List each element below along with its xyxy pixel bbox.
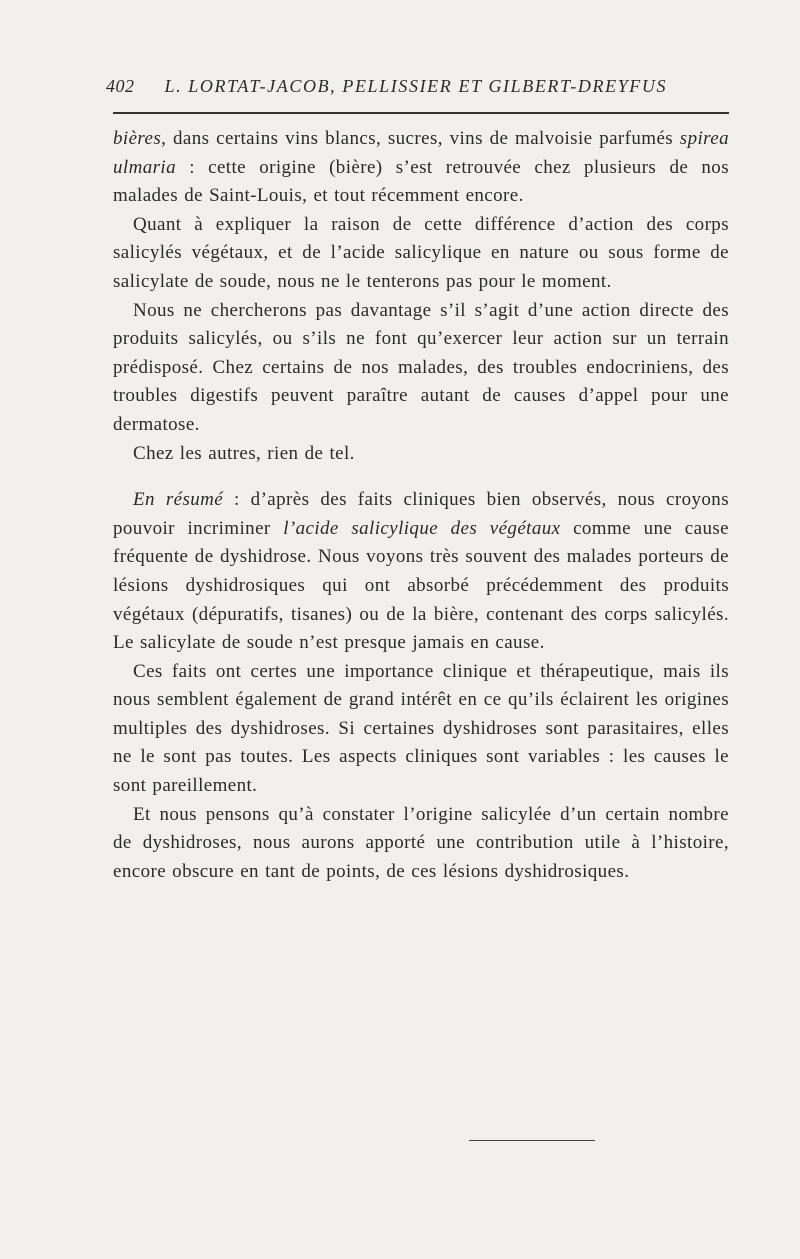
paragraph: Chez les autres, rien de tel. bbox=[133, 442, 355, 464]
paragraph-continued bbox=[113, 125, 729, 211]
header-rule bbox=[113, 112, 729, 114]
paragraph-text: : cette origine (bière) s’est retrouvée chez plusieurs de nos malades de Saint-Louis, et tout récemment encore. bbox=[113, 156, 729, 207]
paragraph: Quant à expliquer la raison de cette différence d’action des corps salicylés végétaux, et de l’acide salicylique en nature ou sous forme de salicylate de soude, nous ne le tenterons pas pour le moment. bbox=[113, 213, 729, 292]
paragraph: Nous ne chercherons pas davantage s’il s’agit d’une action directe des produits salicylés, ou s’ils ne font qu’exercer leur action sur un terrain prédisposé. Chez certains de nos malades, des troubles endocriniens, des troubles digestifs peuvent paraître autant de causes d’appel pour une dermatose. bbox=[113, 299, 729, 435]
body-text bbox=[113, 125, 729, 886]
italic-term: spirea ulmaria bbox=[113, 128, 729, 178]
paragraph-text: comme une cause fréquente de dyshidrose. Nous voyons très souvent des malades porteurs de lésions dyshidrosiques qui ont absorbé précédemment des produits végétaux (dépuratifs, tisanes) ou de la bière, contenant des corps salicylés. Le salicylate de soude n’est presque jamais en cause. bbox=[113, 517, 729, 654]
paragraph-text: : d’après des faits cliniques bien observés, nous croyons pouvoir incriminer bbox=[113, 489, 729, 539]
end-rule bbox=[469, 1140, 595, 1141]
italic-term: En résumé bbox=[133, 489, 224, 511]
running-head-authors: L. LORTAT-JACOB, PELLISSIER ET GILBERT-DREYFUS bbox=[164, 76, 668, 96]
italic-term: l’acide salicylique des végétaux bbox=[283, 517, 561, 539]
page-number: 402 bbox=[106, 76, 135, 96]
page bbox=[106, 70, 729, 882]
running-head bbox=[106, 70, 729, 112]
italic-term: bières, bbox=[113, 128, 167, 149]
paragraph: Ces faits ont certes une importance clinique et thérapeutique, mais ils nous semblent également de grand intérêt en ce qu’ils éclairent les origines multiples des dyshidroses. Si certaines dyshidroses sont parasitaires, elles ne le sont pas toutes. Les aspects cliniques sont variables : les causes le sont pareillement. bbox=[113, 660, 729, 797]
paragraph-text: dans certains vins blancs, sucres, vins de malvoisie parfumés bbox=[166, 128, 680, 149]
summary-paragraph bbox=[113, 486, 729, 658]
paragraph: Et nous pensons qu’à constater l’origine salicylée d’un certain nombre de dyshidroses, nous aurons apporté une contribution utile à l’histoire, encore obscure en tant de points, de ces lésions dyshidrosiques. bbox=[113, 803, 729, 882]
